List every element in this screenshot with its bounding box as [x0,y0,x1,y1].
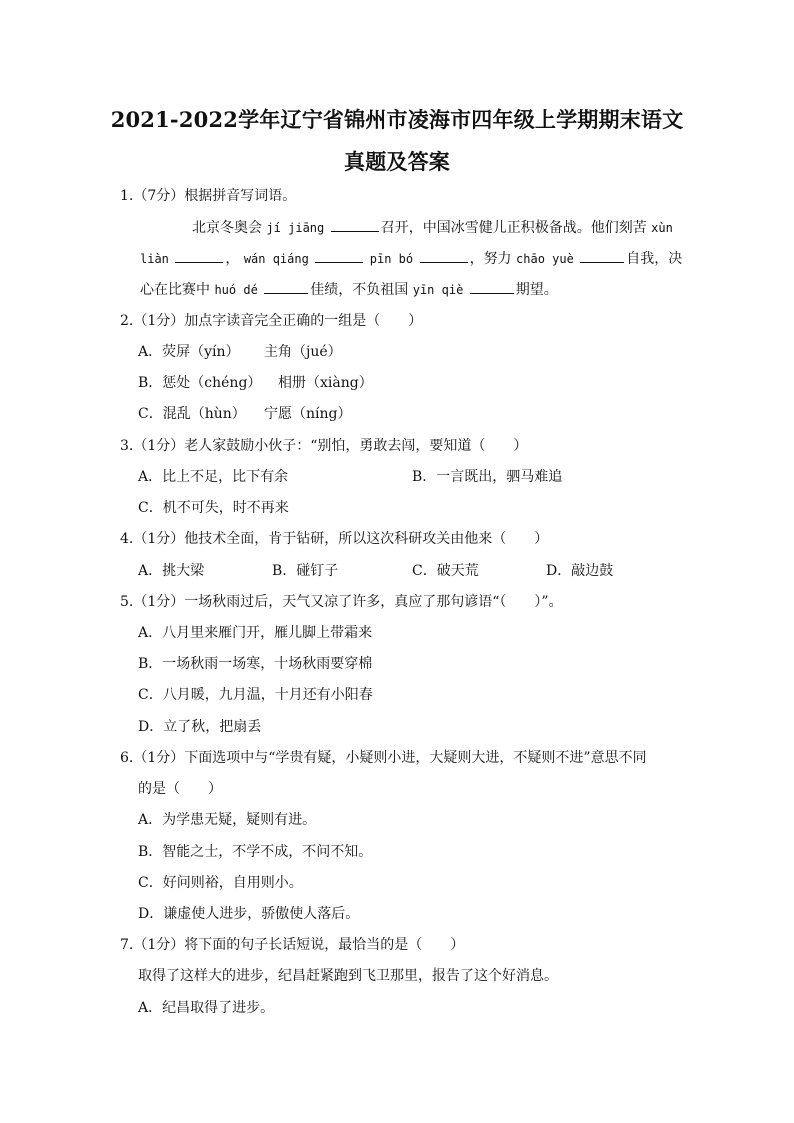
question-3-stem: 3.（1分）老人家鼓励小伙子：“别怕，勇敢去闯，要知道（ ） [120,438,528,454]
q1-text: ， [225,251,240,267]
q1-text: ，努力 [469,251,512,267]
option-a[interactable]: A．八月里来雁门开，雁儿脚上带霜来 [138,625,373,641]
q1-answer-blank-6[interactable] [264,280,308,294]
option-a[interactable]: A．挑大梁 [138,563,205,579]
q1-text: 期望。 [515,282,558,298]
question-2-stem: 2.（1分）加点字读音完全正确的一组是（ ） [120,313,423,329]
q1-text: 北京冬奥会 [192,220,262,236]
option-c[interactable]: C．八月暖，九月温，十月还有小阳春 [138,687,373,703]
option-b[interactable]: B．智能之士，不学不成，不问不知。 [138,844,373,860]
question-5-stem: 5.（1分）一场秋雨过后，天气又凉了许多，真应了那句谚语“（ ）”。 [120,594,563,610]
option-a[interactable]: A．纪昌取得了进步。 [138,1000,275,1016]
q1-pinyin-4: wán qiáng [243,252,309,266]
document-title-line-2: 真题及答案 [344,149,450,174]
option-c-word-2: 宁愿（níng） [264,406,352,422]
option-d[interactable]: D．敲边鼓 [546,563,614,579]
option-c-word-1[interactable]: C．混乱（hùn） [138,406,246,422]
document-title-line-1: 2021-2022学年辽宁省锦州市凌海市四年级上学期期末语文 [110,107,684,132]
option-a-word-2: 主角（jué） [264,344,342,360]
option-d[interactable]: D．立了秋，把扇丢 [138,719,262,735]
q1-text: 召开，中国冰雪健儿正积极备战。他们刻苦 [380,220,647,236]
question-1-line-2 [140,249,682,268]
question-6-stem-cont: 的是（ ） [138,781,222,797]
q1-answer-blank-2[interactable] [175,249,223,263]
option-d[interactable]: D．谦虚使人进步，骄傲使人落后。 [138,906,360,922]
q1-text: 自我，决 [626,251,683,267]
q1-pinyin-6: chāo yuè [516,252,574,266]
option-a[interactable]: A．比上不足，比下有余 [138,469,289,485]
option-c[interactable]: C．好问则裕，自用则小。 [138,875,303,891]
option-b-word-2: 相册（xiàng） [278,375,373,391]
q1-answer-blank-3[interactable] [315,249,363,263]
option-b[interactable]: B．一言既出，驷马难追 [412,469,563,485]
q1-pinyin-8: yīn qiè [412,283,464,297]
option-b[interactable]: B．一场秋雨一场寒，十场秋雨要穿棉 [138,656,373,672]
q1-pinyin-5: pīn bó [369,252,414,266]
question-1-line-1 [192,218,673,237]
option-a[interactable]: A．为学患无疑，疑则有进。 [138,812,317,828]
option-a-word-1[interactable]: A．荧屏（yín） [138,344,240,360]
question-1-line-3 [140,280,558,299]
option-b-word-1[interactable]: B．惩处（chéng） [138,375,262,391]
q1-pinyin-3: liàn [140,252,169,266]
q1-text: 心在比赛中 [140,282,210,298]
q1-pinyin-2: xùn [651,221,673,235]
q1-answer-blank-1[interactable] [331,218,379,232]
option-b[interactable]: B．碰钉子 [272,563,339,579]
question-7-sentence: 取得了这样大的进步，纪昌赶紧跑到飞卫那里，报告了这个好消息。 [138,968,558,984]
option-c[interactable]: C．机不可失，时不再来 [138,500,289,516]
option-c[interactable]: C．破天荒 [412,563,479,579]
question-7-stem: 7.（1分）将下面的句子长话短说，最恰当的是（ ） [120,937,465,953]
question-1-stem: 1.（7分）根据拼音写词语。 [120,188,297,204]
question-6-stem: 6.（1分）下面选项中与“学贵有疑，小疑则小进，大疑则大进，不疑则不进”意思不同 [120,750,647,766]
q1-pinyin-1: jí jiāng [266,221,325,235]
q1-pinyin-7: huó dé [214,283,258,297]
q1-answer-blank-5[interactable] [580,249,624,263]
question-4-stem: 4.（1分）他技术全面，肯于钻研，所以这次科研攻关由他来（ ） [120,531,549,547]
q1-answer-blank-7[interactable] [470,280,514,294]
q1-answer-blank-4[interactable] [420,249,468,263]
q1-text: 佳绩，不负祖国 [310,282,409,298]
